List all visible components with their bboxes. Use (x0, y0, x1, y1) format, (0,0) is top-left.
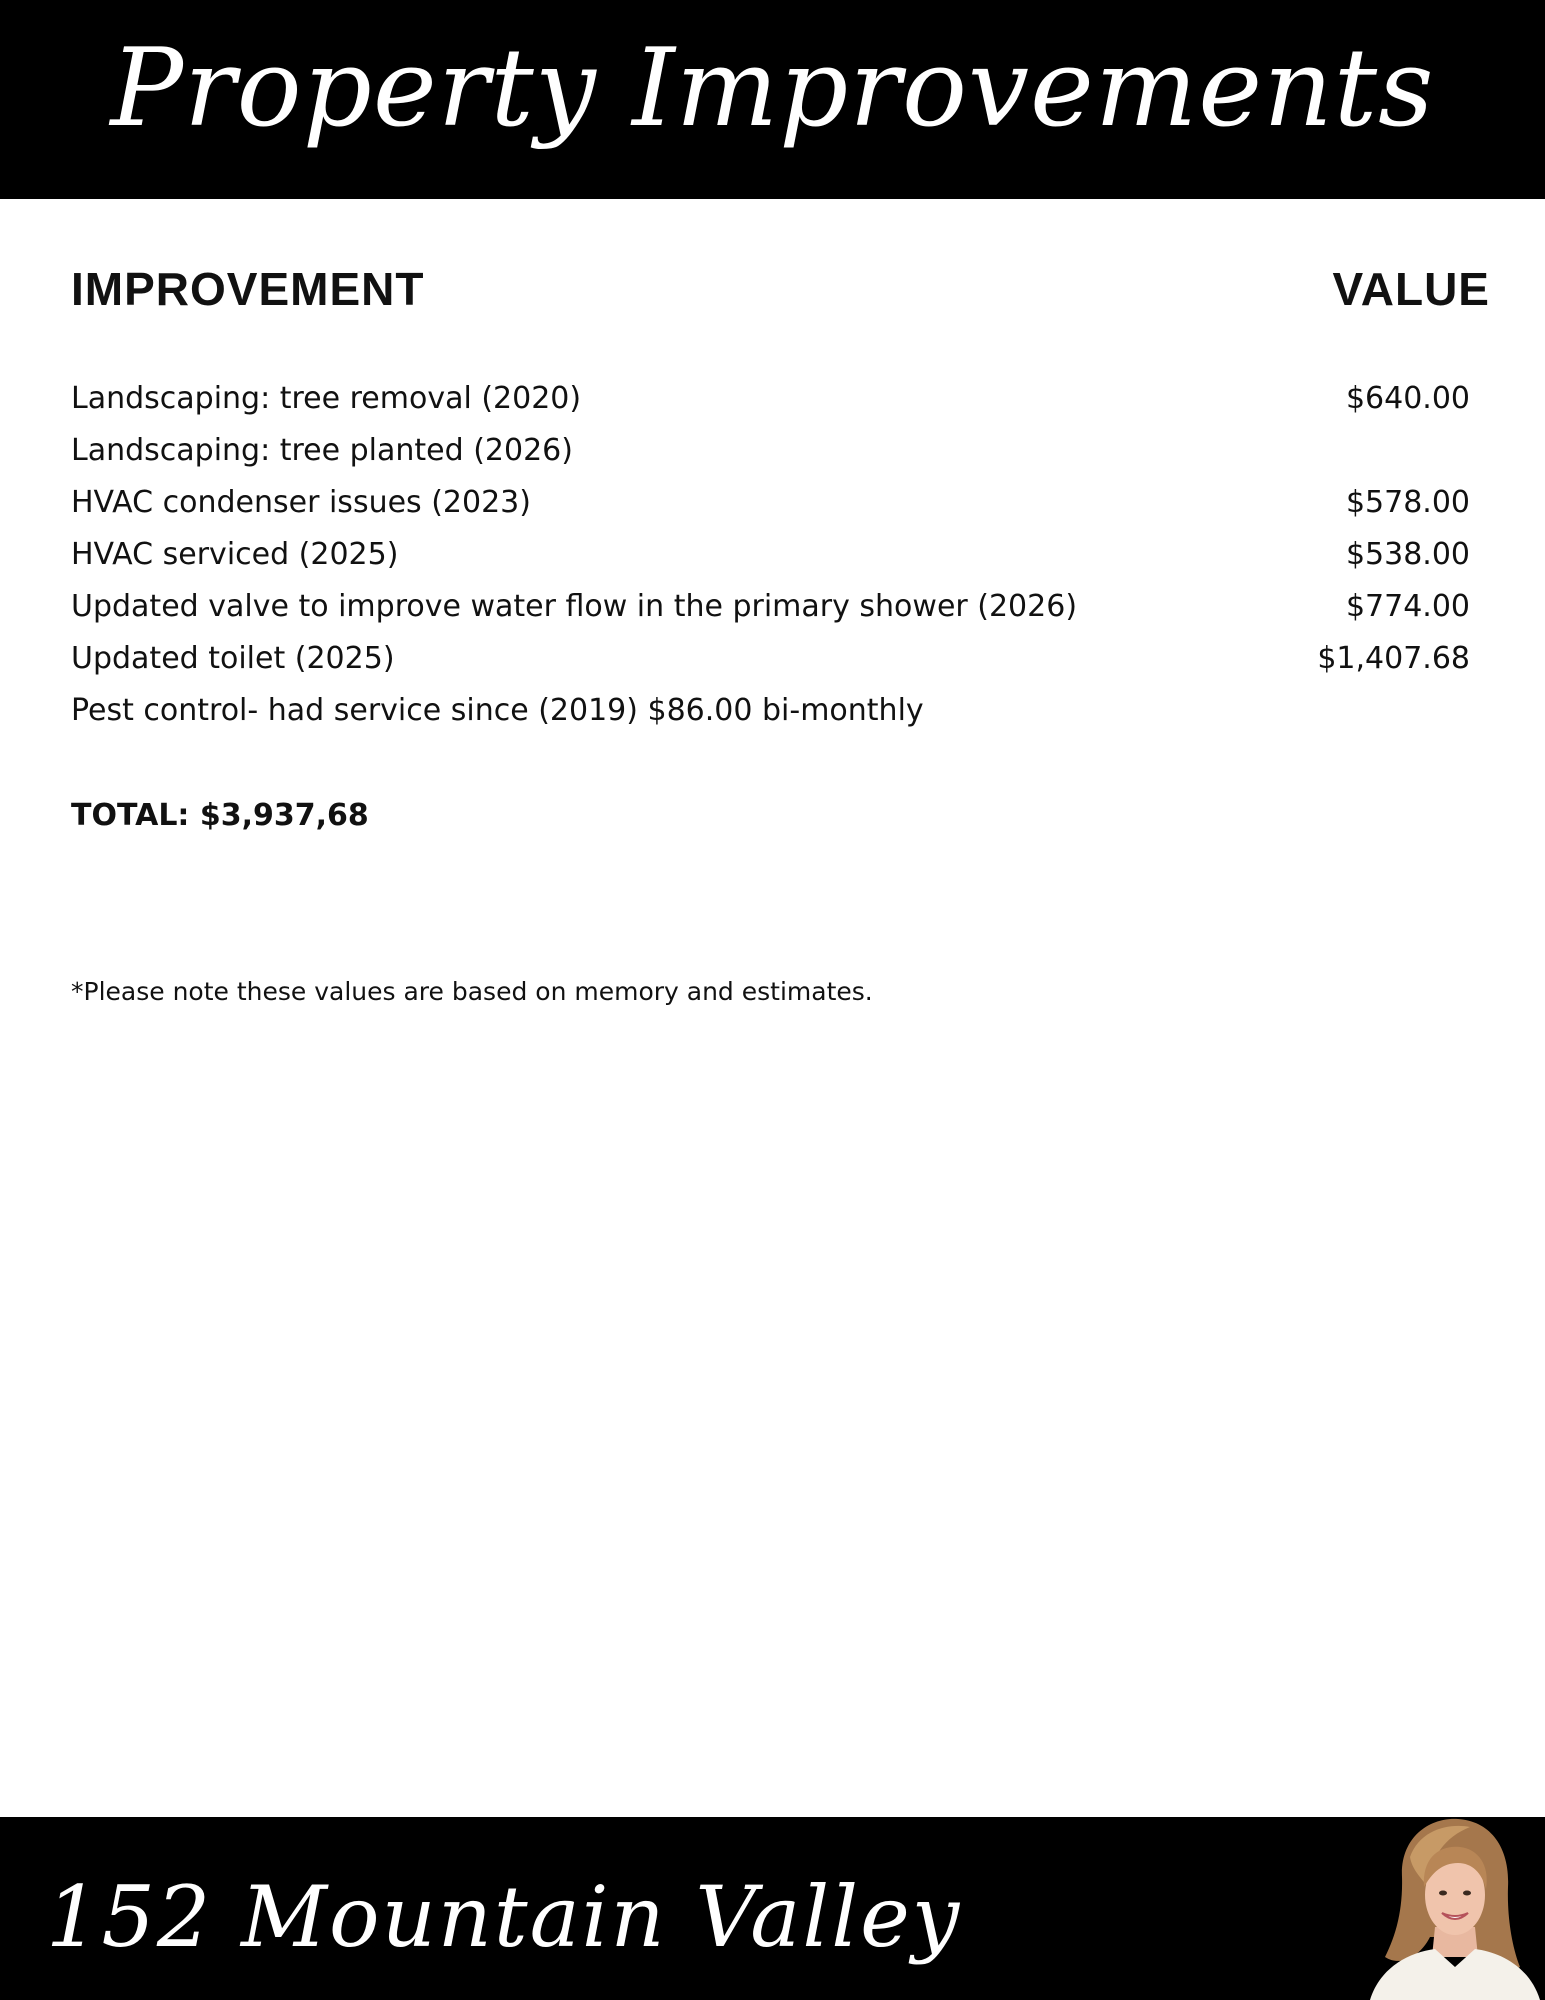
column-header-improvement: IMPROVEMENT (71, 263, 425, 315)
disclaimer-note: *Please note these values are based on memory and estimates. (71, 977, 873, 1006)
improvements-table (71, 373, 1471, 737)
improvement-item: HVAC condenser issues (2023) (71, 485, 531, 520)
improvement-item: Updated valve to improve water flow in the primary shower (2026) (71, 589, 1078, 624)
improvement-item: HVAC serviced (2025) (71, 537, 399, 572)
improvement-value: $1,407.68 (1317, 641, 1470, 676)
footer-banner (0, 1817, 1545, 2000)
property-address: 152 Mountain Valley (46, 1868, 962, 1966)
table-row (71, 529, 1471, 581)
improvement-value: $640.00 (1345, 381, 1470, 416)
improvement-item: Landscaping: tree planted (2026) (71, 433, 573, 468)
improvement-item: Updated toilet (2025) (71, 641, 395, 676)
table-row (71, 685, 1471, 737)
improvement-value: $538.00 (1345, 537, 1470, 572)
total-amount: TOTAL: $3,937,68 (71, 798, 369, 833)
table-row (71, 425, 1471, 477)
agent-avatar (1350, 1817, 1545, 2000)
table-row (71, 477, 1471, 529)
improvement-item: Landscaping: tree removal (2020) (71, 381, 582, 416)
improvement-value: $578.00 (1345, 485, 1470, 520)
header-banner (0, 0, 1545, 199)
page-title: Property Improvements (110, 26, 1435, 151)
table-row (71, 373, 1471, 425)
column-header-value: VALUE (1332, 263, 1490, 315)
improvement-value: $774.00 (1345, 589, 1470, 624)
improvement-item: Pest control- had service since (2019) $86.00 bi-monthly (71, 693, 924, 728)
table-row (71, 581, 1471, 633)
table-row (71, 633, 1471, 685)
